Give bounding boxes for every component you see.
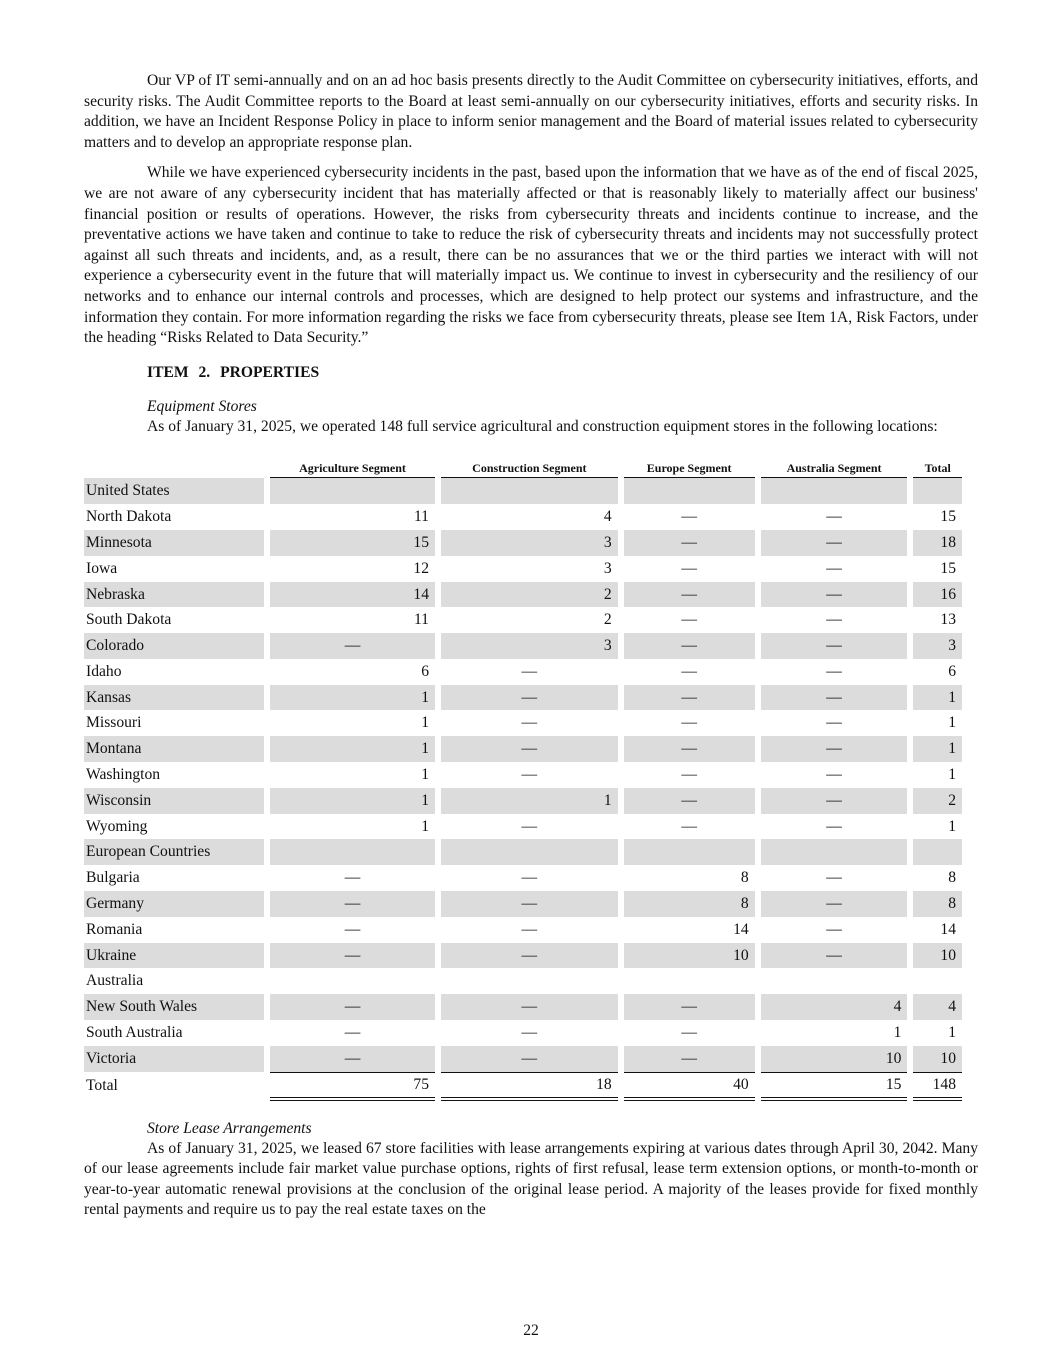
value-cell: — [761, 788, 908, 814]
value-cell: — [826, 714, 842, 732]
value-cell: 8 [948, 869, 956, 887]
value-cell: — [521, 1024, 538, 1042]
table-row [84, 814, 962, 840]
value-cell: — [624, 685, 755, 711]
empty-cell [624, 968, 755, 994]
table-row [84, 1020, 962, 1046]
value-cell: — [441, 943, 618, 969]
table-row [84, 762, 962, 788]
value-cell: — [681, 714, 697, 732]
value-cell: 15 [940, 508, 956, 526]
location-name: Romania [86, 920, 143, 938]
location-name: South Dakota [86, 611, 172, 629]
value-cell: — [681, 1024, 697, 1042]
value-cell: 14 [940, 920, 956, 938]
value-cell: 10 [913, 943, 962, 969]
value-cell: 1 [421, 766, 429, 784]
table-row [84, 891, 962, 917]
value-cell: — [441, 685, 618, 711]
table-group-row [84, 839, 962, 865]
header-total: Total [913, 447, 962, 478]
empty-cell [913, 478, 962, 504]
value-cell: — [761, 943, 908, 969]
location-name: Iowa [86, 559, 118, 577]
table-row [84, 710, 962, 736]
paragraph-cybersecurity-incidents: While we have experienced cybersecurity incidents in the past, based upon the information that we have as of the end of fiscal 2025, we are not aware of any cybersecurity incident that has materially affected or that is reasonably likely to materially affect our business' financial position or results of operations. However, the risks from cybersecurity threats and incidents continue to increase, and the preventative actions we have taken and continue to take to reduce the risk of cybersecurity threats and incidents may not successfully protect against all such threats and incidents, and, as a result, there can be no assurances that we or the third parties we interact with will not experience a cybersecurity event in the future that will materially impact us. We continue to invest in cybersecurity and the resiliency of our networks and to enhance our internal controls and processes, which are designed to help protect our systems and infrastructure, and the information they contain. For more information regarding the risks we face from cybersecurity threats, please see Item 1A, Risk Factors, under the heading “Risks Related to Data Security.” [84, 164, 978, 347]
value-cell: — [441, 1046, 618, 1072]
location-name: North Dakota [86, 508, 172, 526]
location-name: Washington [86, 766, 161, 784]
value-cell: 10 [624, 943, 755, 969]
value-cell: 1 [421, 714, 429, 732]
paragraph-store-lease: As of January 31, 2025, we leased 67 store facilities with lease arrangements expiring at various dates through April 30, 2042. Many of our lease agreements include fair market value purchase options, rights of first refusal, lease term extension options, or month-to-month or year-to-year automatic renewal provisions at the conclusion of the original lease period. A majority of the leases provide for fixed monthly rental payments and require us to pay the real estate taxes on the [84, 1139, 978, 1219]
table-row [84, 736, 962, 762]
value-cell: 4 [603, 508, 612, 526]
value-cell: — [761, 633, 908, 659]
table-row [84, 582, 962, 608]
total-value-cell: 40 [624, 1072, 755, 1101]
table-row [84, 504, 962, 530]
value-cell: — [521, 714, 538, 732]
table-row [84, 530, 962, 556]
value-cell: — [624, 530, 755, 556]
value-cell: — [624, 994, 755, 1020]
empty-cell [913, 839, 962, 865]
empty-cell [913, 968, 962, 994]
value-cell: — [761, 891, 908, 917]
subheading-store-lease: Store Lease Arrangements [147, 1119, 312, 1137]
value-cell: 1 [893, 1024, 902, 1042]
header-agriculture-segment: Agriculture Segment [270, 447, 435, 478]
value-cell: — [624, 582, 755, 608]
value-cell: 18 [913, 530, 962, 556]
value-cell: 3 [441, 633, 618, 659]
table-row [84, 943, 962, 969]
value-cell: — [521, 920, 538, 938]
total-value-cell: 18 [441, 1072, 618, 1101]
value-cell: 8 [740, 869, 749, 887]
location-name: Germany [84, 891, 264, 917]
group-label: United States [84, 478, 264, 504]
empty-cell [761, 968, 908, 994]
total-value-cell: 15 [761, 1072, 908, 1101]
value-cell: — [826, 662, 842, 680]
table-body [84, 478, 962, 1100]
value-cell: — [624, 788, 755, 814]
location-name: Wisconsin [84, 788, 264, 814]
table-row [84, 1046, 962, 1072]
value-cell: — [521, 662, 538, 680]
value-cell: 14 [270, 582, 435, 608]
value-cell: 2 [441, 582, 618, 608]
value-cell: — [826, 766, 842, 784]
empty-cell [761, 478, 908, 504]
table-group-row [84, 478, 962, 504]
empty-cell [270, 478, 435, 504]
value-cell: 6 [948, 662, 956, 680]
table-row [84, 659, 962, 685]
document-page [84, 71, 978, 1231]
value-cell: — [521, 817, 538, 835]
table-row [84, 607, 962, 633]
value-cell: — [624, 736, 755, 762]
value-cell: — [270, 891, 435, 917]
value-cell: — [826, 869, 842, 887]
value-cell: 4 [913, 994, 962, 1020]
value-cell: — [761, 530, 908, 556]
value-cell: 3 [913, 633, 962, 659]
value-cell: — [521, 766, 538, 784]
table-row [84, 633, 962, 659]
location-name: Ukraine [84, 943, 264, 969]
value-cell: 11 [413, 611, 429, 629]
value-cell: 1 [441, 788, 618, 814]
location-name: Kansas [84, 685, 264, 711]
value-cell: — [270, 994, 435, 1020]
value-cell: — [681, 817, 697, 835]
value-cell: — [521, 869, 538, 887]
table-row [84, 788, 962, 814]
location-name: Nebraska [84, 582, 264, 608]
location-name: Minnesota [84, 530, 264, 556]
value-cell: 1 [270, 685, 435, 711]
value-cell: — [681, 559, 697, 577]
value-cell: 1 [270, 788, 435, 814]
location-name: Missouri [86, 714, 142, 732]
empty-cell [761, 839, 908, 865]
store-locations-table [78, 447, 968, 1100]
value-cell: 14 [733, 920, 749, 938]
value-cell: — [826, 611, 842, 629]
value-cell: — [681, 766, 697, 784]
paragraph-audit-committee: Our VP of IT semi-annually and on an ad hoc basis presents directly to the Audit Committee on cybersecurity initiatives, efforts, and security risks. The Audit Committee reports to the Board at least semi-annually on our cybersecurity initiatives, efforts and security risks. In addition, we have an Incident Response Policy in place to inform senior management and the Board of material issues related to cybersecurity matters and to develop an appropriate response plan. [84, 72, 978, 151]
value-cell: 2 [913, 788, 962, 814]
value-cell: 10 [761, 1046, 908, 1072]
value-cell: — [270, 1046, 435, 1072]
table-header-row [84, 447, 962, 478]
location-name: Idaho [86, 662, 122, 680]
value-cell: — [681, 662, 697, 680]
value-cell: — [270, 633, 435, 659]
group-label: European Countries [84, 839, 264, 865]
table-row [84, 685, 962, 711]
page-number: 22 [523, 1322, 539, 1339]
value-cell: — [761, 685, 908, 711]
header-europe-segment: Europe Segment [624, 447, 755, 478]
section-heading-item-2: ITEM 2. PROPERTIES [147, 363, 320, 381]
value-cell: 2 [603, 611, 612, 629]
paragraph-store-intro: As of January 31, 2025, we operated 148 full service agricultural and construction equipment stores in the following locations: [147, 417, 938, 435]
empty-cell [624, 478, 755, 504]
total-value-cell: 75 [270, 1072, 435, 1101]
value-cell: 1 [948, 714, 956, 732]
table-group-row [84, 968, 962, 994]
value-cell: 1 [421, 817, 429, 835]
value-cell: — [761, 736, 908, 762]
value-cell: 1 [913, 736, 962, 762]
value-cell: 1 [913, 685, 962, 711]
table-total-row [84, 1072, 962, 1101]
value-cell: 8 [624, 891, 755, 917]
value-cell: 16 [913, 582, 962, 608]
value-cell: — [441, 994, 618, 1020]
empty-cell [441, 968, 618, 994]
value-cell: 1 [948, 766, 956, 784]
value-cell: — [270, 943, 435, 969]
empty-cell [624, 839, 755, 865]
value-cell: 3 [441, 530, 618, 556]
value-cell: 3 [603, 559, 612, 577]
table-row [84, 865, 962, 891]
empty-cell [441, 478, 618, 504]
value-cell: 1 [948, 1024, 956, 1042]
location-name: Bulgaria [86, 869, 140, 887]
value-cell: 1 [948, 817, 956, 835]
location-name: Wyoming [86, 817, 148, 835]
value-cell: — [681, 611, 697, 629]
value-cell: — [761, 582, 908, 608]
value-cell: — [441, 891, 618, 917]
value-cell: — [681, 508, 697, 526]
empty-cell [441, 839, 618, 865]
location-name: New South Wales [84, 994, 264, 1020]
value-cell: 10 [913, 1046, 962, 1072]
value-cell: — [344, 869, 361, 887]
value-cell: — [344, 920, 361, 938]
total-value-cell: 148 [913, 1072, 962, 1101]
header-construction-segment: Construction Segment [441, 447, 618, 478]
empty-cell [270, 839, 435, 865]
value-cell: 4 [761, 994, 908, 1020]
location-name: South Australia [86, 1024, 183, 1042]
value-cell: — [624, 1046, 755, 1072]
value-cell: 6 [421, 662, 429, 680]
value-cell: 12 [413, 559, 429, 577]
value-cell: — [826, 508, 842, 526]
table-row [84, 994, 962, 1020]
total-label: Total [86, 1077, 118, 1095]
value-cell: — [826, 817, 842, 835]
value-cell: 15 [940, 559, 956, 577]
value-cell: — [624, 633, 755, 659]
value-cell: — [441, 736, 618, 762]
value-cell: — [826, 920, 842, 938]
value-cell: 15 [270, 530, 435, 556]
empty-cell [270, 968, 435, 994]
header-location [84, 447, 264, 478]
location-name: Victoria [84, 1046, 264, 1072]
value-cell: 1 [270, 736, 435, 762]
group-label: Australia [86, 972, 144, 990]
location-name: Montana [84, 736, 264, 762]
subheading-equipment-stores: Equipment Stores [147, 397, 257, 415]
value-cell: 11 [413, 508, 429, 526]
value-cell: 8 [913, 891, 962, 917]
header-australia-segment: Australia Segment [761, 447, 908, 478]
value-cell: — [344, 1024, 361, 1042]
table-row [84, 556, 962, 582]
value-cell: — [826, 559, 842, 577]
location-name: Colorado [84, 633, 264, 659]
value-cell: 13 [940, 611, 956, 629]
table-row [84, 917, 962, 943]
